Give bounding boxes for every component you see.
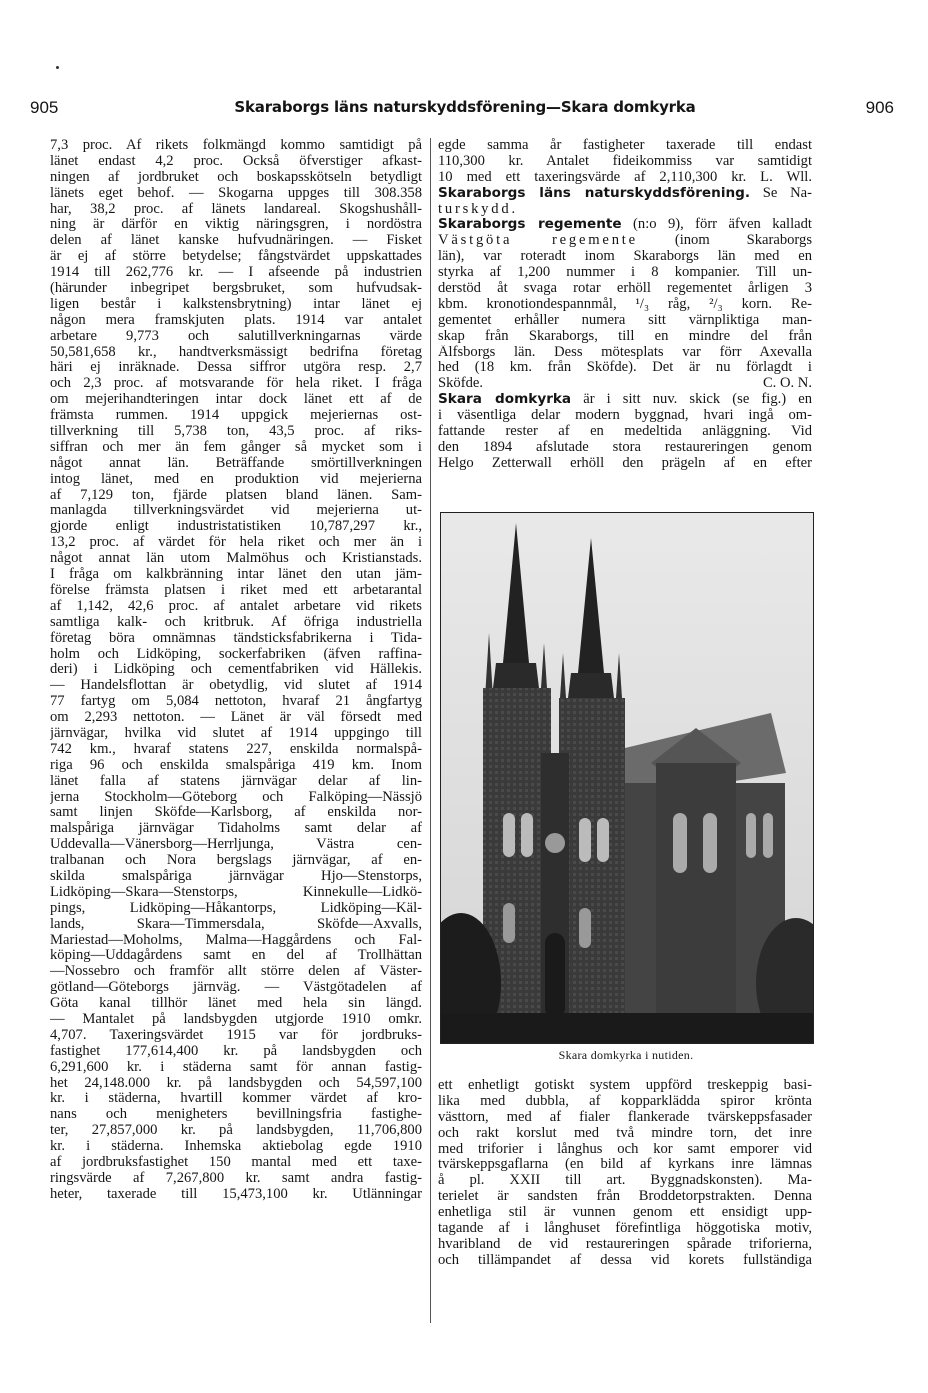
- text-line: 1914 till 262,776 kr. — I afseende på industrien: [50, 265, 422, 281]
- text-line: tvärskeppsgaflarna (en bild af kyrkans inre lämnas: [438, 1157, 812, 1173]
- text-line: terielet är sandsten från Broddetorpstrakten. Denna: [438, 1189, 812, 1205]
- text-run: är i sitt nuv. skick (se fig.) en: [571, 392, 812, 408]
- text-line: Lidköping—Skara—Stenstorps, Kinnekulle—Lidkö-: [50, 884, 422, 900]
- text-line: af 1,142, 42,6 proc. af antalet arbetare vid rikets: [50, 598, 422, 614]
- page-number-right: 906: [865, 98, 894, 117]
- text-line: länet endast 4,2 proc. Också öfverstiger afkast-: [50, 153, 422, 169]
- text-line: siffran och mer än fem gånger så mycket som i: [50, 439, 422, 455]
- text-line: af jordbruksfastighet 150 mantal med ett taxe-: [50, 1155, 422, 1170]
- text-line: om 2,293 nettoton. — Länet är väl försedt med: [50, 710, 422, 726]
- text-line: tagande af i långhuset förefintliga höggotiska motiv,: [438, 1221, 812, 1237]
- text-line: Mariestad—Moholms, Malma—Haggårdens och Fal-: [50, 932, 422, 948]
- text-line: med triforier i långhus och kor samt emporer vid: [438, 1141, 812, 1157]
- running-title: Skaraborgs läns naturskyddsförening—Skara domkyrka: [234, 98, 696, 116]
- text-line: och tillämpandet af dessa vid korets fullständiga: [438, 1252, 812, 1268]
- text-line: ringsvärde af 7,267,800 kr. samt andra fastig-: [50, 1170, 422, 1186]
- text-line: — Mantalet på landsbygden utgjorde 1910 omkr.: [50, 1011, 422, 1027]
- figure-caption: Skara domkyrka i nutiden.: [558, 1048, 694, 1062]
- text-line: länets eget behof. — Skogarna uppges till 308.358: [50, 185, 422, 201]
- text-line: ett enhetligt gotiskt system uppförd treskeppig basi-: [438, 1078, 812, 1093]
- text-line: riga 96 och enskilda smalspåriga 419 km. Inom: [50, 757, 422, 773]
- text-line: hed (18 km. från Sköfde). Det är nu förlagdt i: [438, 360, 812, 376]
- text-line: fastighet 177,614,400 kr. på landsbygden och: [50, 1043, 422, 1059]
- author-signature: C. O. N.: [762, 376, 812, 392]
- text-line: götland—Göteborgs järnväg. — Västgötadelen af: [50, 980, 422, 996]
- text-line: (härunder inbegripet bergsbruket, som hufvudsak-: [50, 281, 422, 297]
- text-line: holm och Lidköping, sockerfabriken (äfven raffina-: [50, 646, 422, 662]
- text-line: är ej af större betydelse; fångstvärdet uppskattades: [50, 249, 422, 265]
- text-line: hvaribland de vid restaureringen spårade triforierna,: [438, 1236, 812, 1252]
- text-line: ter, 27,857,000 kr. på landsbygden, 11,706,800: [50, 1123, 422, 1139]
- text-line: ning är därför en viktig näringsgren, i nordöstra: [50, 217, 422, 233]
- text-line: samtliga kalk- och kritbruk. Af öfriga industriella: [50, 614, 422, 630]
- text-line: heter, taxerade till 15,473,100 kr. Utlänningar: [50, 1186, 422, 1202]
- text-line: förelse främsta platsen i riket med ett arbetarantal: [50, 582, 422, 598]
- text-line: skap från Skaraborgs, till en mindre del från: [438, 328, 812, 344]
- text-line: styrka af 1,200 nummer i 8 kompanier. Till un-: [438, 265, 812, 281]
- text-line: samt linjen Sköfde—Karlsborg, af enskilda nor-: [50, 805, 422, 821]
- text-line: västtorn, med af fialer flankerade tvärskeppsfasader: [438, 1109, 812, 1125]
- text-line: lands, Skara—Timmersdala, Sköfde—Axvalls,: [50, 916, 422, 932]
- column-divider: [430, 138, 431, 1323]
- text-line: 10 med ett taxeringsvärde af 2,110,300 kr. L. Wll.: [438, 169, 812, 185]
- cathedral-photograph: [440, 512, 814, 1044]
- text-line: malspåriga järnvägar Tidaholms samt delar af: [50, 821, 422, 837]
- text-line: kbm. kronotiondespannmål, ¹/₃ råg, ²/₃ korn. Re-: [438, 296, 812, 312]
- right-column-bottom: [438, 1078, 812, 1269]
- text-line: 7,3 proc. Af rikets folkmängd kommo samtidigt på: [50, 138, 422, 153]
- text-line: ligen består i kalkstensbrytning) intar länet ej: [50, 296, 422, 312]
- text-line: Helgo Zetterwall erhöll den prägeln af en efter: [438, 455, 812, 471]
- text-line: något annat län utom Malmöhus och Kristianstads.: [50, 551, 422, 567]
- text-line: derstöd åt svaga rotar erhöll regementet årligen 3: [438, 281, 812, 297]
- signature-line: [438, 376, 812, 392]
- text-line: främsta rummen. 1914 uppgick mejeriernas ost-: [50, 408, 422, 424]
- text-line: 50,581,658 kr., handtverksmässigt bedrifna företag: [50, 344, 422, 360]
- text-line: å pl. XXII till art. Byggnadskonsten). Ma-: [438, 1173, 812, 1189]
- text-run: Se Na-: [750, 185, 812, 201]
- text-line: Älfsborgs län. Dess mötesplats var förr Axevalla: [438, 344, 812, 360]
- text-line: — Handelsflottan är obetydlig, vid slutet af 1914: [50, 678, 422, 694]
- text-line: 742 km., hvaraf statens 227, enskilda normalspå-: [50, 741, 422, 757]
- text-run: (n:o 9), förr äfven kalladt: [621, 217, 812, 233]
- text-line: har, 38,2 proc. af länets landareal. Skogshushåll-: [50, 201, 422, 217]
- text-line: —Nossebro och framför allt större delen af Väster-: [50, 964, 422, 980]
- text-line: 4,707. Taxeringsvärdet 1915 var för jordbruks-: [50, 1027, 422, 1043]
- text-line: skilda smalspåriga järnvägar Hjo—Stenstorps,: [50, 868, 422, 884]
- text-line: den 1894 afslutade stora restaureringen genom: [438, 439, 812, 455]
- margin-dot: [56, 66, 59, 69]
- text-line: och 2,3 proc. af motsvarande för hela riket. I fråga: [50, 376, 422, 392]
- text-line: nans och menigheters bevillningsfria fastighe-: [50, 1107, 422, 1123]
- text-line: länet falla af statens järnvägar delar af lin-: [50, 773, 422, 789]
- text-line: 77 fartyg om 5,084 nettoton, hvaraf 21 ångfartyg: [50, 694, 422, 710]
- text-line: kr. i städerna. Inhemska aktiebolag egde 1910: [50, 1139, 422, 1155]
- text-line: enhetliga stil är vunnen genom ett ensidigt upp-: [438, 1205, 812, 1221]
- headword: Skaraborgs läns naturskyddsförening.: [438, 185, 751, 201]
- entry-domkyrka: [438, 392, 812, 408]
- text-line: Uddevalla—Vänersborg—Herrljunga, Västra cen-: [50, 837, 422, 853]
- headword: Skaraborgs regemente: [438, 217, 622, 233]
- text-line: pings, Lidköping—Håkantorps, Lidköping—Käl-: [50, 900, 422, 916]
- text-line: tillverkning till 5,738 ton, 43,5 proc. af riks-: [50, 424, 422, 440]
- text-line: het 24,148.000 kr. på landsbygden och 54,597,100: [50, 1075, 422, 1091]
- text-line: ningen af jordbruket och boskapsskötseln betydligt: [50, 169, 422, 185]
- text-line: och rakt korslut med två mindre torn, det inre: [438, 1125, 812, 1141]
- text-line: [438, 233, 812, 249]
- text-line: arbetare 9,773 och salutillverkningarnas värde: [50, 328, 422, 344]
- page-number-left: 905: [30, 98, 59, 117]
- cathedral-illustration: [441, 513, 813, 1043]
- text-line: intog länet, med en produktion vid mejerierna: [50, 471, 422, 487]
- text-line: deri) i Lidköping och cementfabriken vid Hällekis.: [50, 662, 422, 678]
- left-column: [50, 138, 422, 1203]
- text-line: 110,300 kr. Antalet fideikommiss var samtidigt: [438, 153, 812, 169]
- text-line: 6,291,600 kr. i städerna samt för annan fastig-: [50, 1059, 422, 1075]
- headword: Skara domkyrka: [438, 392, 572, 408]
- text-line: om mejerihandteringen intar dock länet ett af de: [50, 392, 422, 408]
- text-run: Sköfde.: [438, 376, 483, 392]
- text-line: af 7,129 ton, fjärde platsen bland länen. Sam-: [50, 487, 422, 503]
- text-line: köping—Uddagårdens samt en del af Trollhättan: [50, 948, 422, 964]
- cross-reference: turskydd.: [438, 201, 518, 217]
- text-line: Göta kanal tillhör länet med hela sin längd.: [50, 996, 422, 1012]
- text-line: järnvägar, hvilka vid slutet af 1914 uppgingo till: [50, 725, 422, 741]
- text-line: fattande rester af en medeltida anläggning. Vid: [438, 424, 812, 440]
- text-line: häri ej inräknade. Dessa siffror utgöra resp. 2,7: [50, 360, 422, 376]
- text-line: gjorde enligt industristatistiken 10,787,297 kr.,: [50, 519, 422, 535]
- text-line: företag böra omnämnas tändsticksfabrikerna i Tida-: [50, 630, 422, 646]
- text-line: län), var roteradt inom Skaraborgs län med en: [438, 249, 812, 265]
- text-line: delen af länet kanske hufvudnäringen. — Fisket: [50, 233, 422, 249]
- text-line: lika med dubbla, af kopparklädda spiror krönta: [438, 1093, 812, 1109]
- entry-naturskydd: [438, 186, 812, 202]
- spaced-term: Västgöta regemente: [438, 233, 638, 249]
- text-line: gementet erhåller numera sitt värnpliktiga man-: [438, 312, 812, 328]
- text-run: (inom Skaraborgs: [637, 233, 812, 249]
- text-line: I fråga om kalkbränning intar länet den utan jäm-: [50, 567, 422, 583]
- text-line: någon mera framskjuten plats. 1914 var antalet: [50, 312, 422, 328]
- text-line: manlagda tillverkningsvärdet vid mejerierna ut-: [50, 503, 422, 519]
- entry-regemente: [438, 217, 812, 233]
- text-line: egde samma år fastigheter taxerade till endast: [438, 138, 812, 153]
- text-line: 13,2 proc. af värdet för hela riket och mer än i: [50, 535, 422, 551]
- text-line: tralbanan och Nora bergslags järnvägar, af en-: [50, 853, 422, 869]
- text-line: kr. i städerna, hvartill kommer värdet af kro-: [50, 1091, 422, 1107]
- text-line: i väsentliga delar modern byggnad, hvari ingå om-: [438, 408, 812, 424]
- text-line: jerna Stockholm—Göteborg och Falköping—Nässjö: [50, 789, 422, 805]
- text-line: något annat län. Beträffande smörtillverkningen: [50, 455, 422, 471]
- right-column-top: [438, 138, 812, 472]
